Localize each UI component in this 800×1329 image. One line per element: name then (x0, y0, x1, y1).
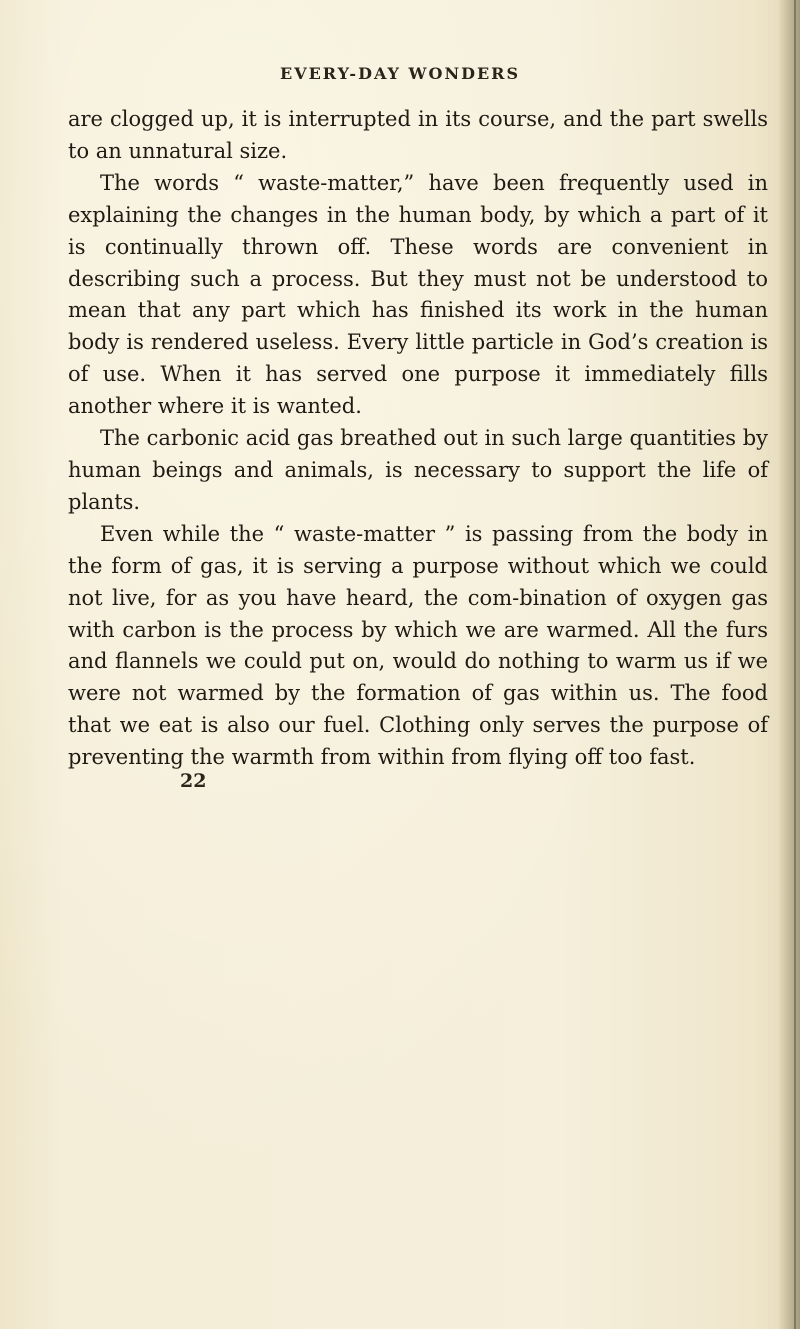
running-header: EVERY-DAY WONDERS (280, 64, 520, 83)
paragraph-2: The words “ waste-matter,” have been frequently used in explaining the changes in the human body, by which a part of it is continually thrown off. These words are convenient in describing such a process. But they must not be understood to mean that any part which has finished its work in the human body is rendered useless. Every little particle in God’s creation is of use. When it has served one purpose it immediately fills another where it is wanted. (68, 170, 768, 419)
paragraph-1: are clogged up, it is interrupted in its course, and the part swells to an unnatural size. (68, 107, 768, 163)
body-text (68, 104, 768, 774)
page-edge-line (794, 0, 796, 1329)
page-edge-shadow (778, 0, 800, 1329)
page-number: 22 (180, 770, 207, 792)
paragraph-4: Even while the “ waste-matter ” is passing from the body in the form of gas, it is serving a purpose without which we could not live, for as you have heard, the com-bination of oxygen gas with carbon is the process by which we are warmed. All the furs and flannels we could put on, would do nothing to warm us if we were not warmed by the formation of gas within us. The food that we eat is also our fuel. Clothing only serves the purpose of preventing the warmth from within from flying off too fast. (68, 521, 768, 770)
paragraph-3: The carbonic acid gas breathed out in such large quantities by human beings and animals, is necessary to support the life of plants. (68, 426, 768, 514)
